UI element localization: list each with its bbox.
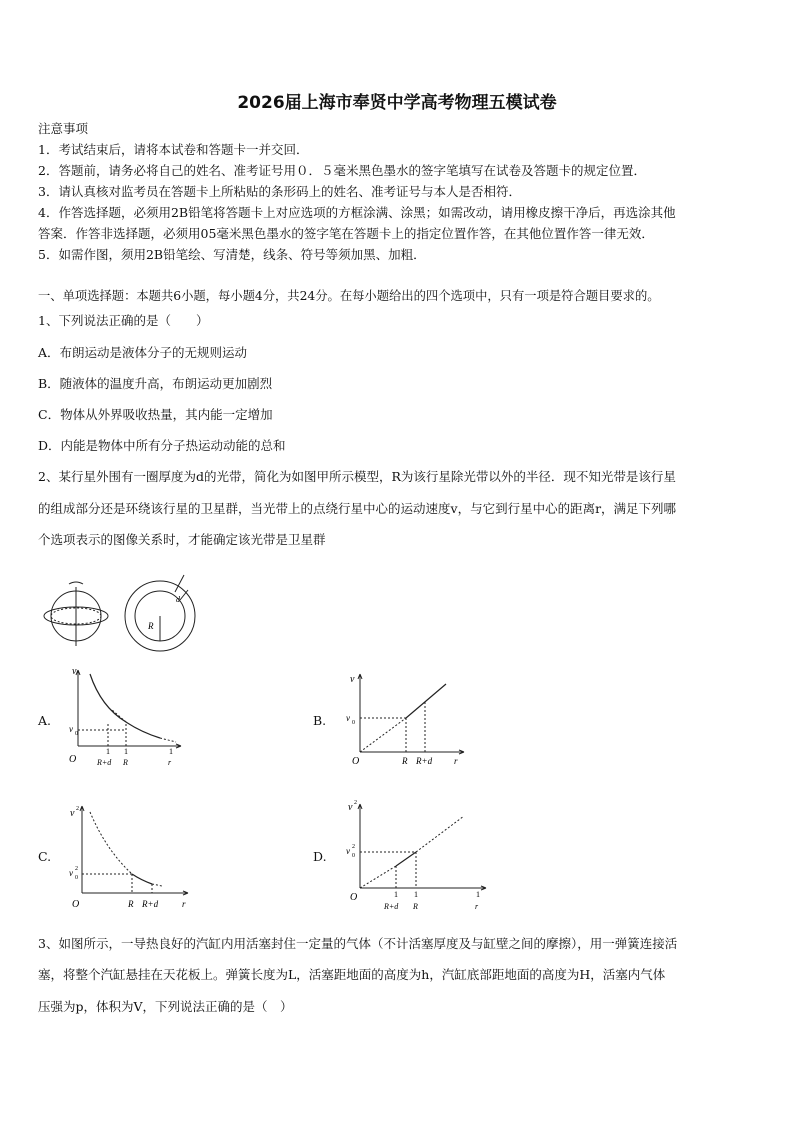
q2-stem-line-2: 的组成部分还是环绕该行星的卫星群，当光带上的点绕行星中心的运动速度v，与它到行星中心的距离r，满足下列哪 <box>38 501 677 516</box>
tick-2-denominator: R <box>123 758 128 767</box>
tick-2-numerator: 1 <box>124 747 128 756</box>
tick-1-label: R <box>402 756 408 766</box>
notice-item-3: 3．请认真核对监考员在答题卡上所粘贴的条形码上的姓名、准考证号与本人是否相符． <box>38 184 521 199</box>
thickness-label: d <box>176 595 180 604</box>
q2-graph-d <box>340 796 490 916</box>
y-axis-label: v <box>350 674 355 685</box>
planet-ring-figure <box>36 572 206 662</box>
section-heading: 一、单项选择题：本题共6小题，每小题4分，共24分。在每小题给出的四个选项中，只有一项是符合题目要求的。 <box>38 289 660 303</box>
v0-label: v <box>346 846 350 856</box>
ring-cross-section-drawing <box>125 575 195 651</box>
tick-2-label: R+d <box>142 899 159 909</box>
q1-option-a: A．布朗运动是液体分子的无规则运动 <box>38 345 248 360</box>
radius-label: R <box>148 621 154 631</box>
q2-option-a-label: A. <box>38 713 52 728</box>
x-axis-numerator: 1 <box>169 747 173 756</box>
q2-graph-c <box>66 800 196 912</box>
tick-1-denominator: R+d <box>97 758 112 767</box>
y-axis-label: v <box>70 808 75 819</box>
curve-c <box>132 874 152 884</box>
q2-option-d-label: D. <box>313 849 327 864</box>
x-axis-denominator: r <box>168 758 172 767</box>
x-axis-label: r <box>454 756 458 766</box>
q2-option-c-label: C. <box>38 849 52 864</box>
x-axis-numerator: 1 <box>476 890 480 899</box>
tick-2-numerator: 1 <box>414 890 418 899</box>
v0-superscript: 2 <box>75 866 78 872</box>
v0-label: v <box>69 868 73 878</box>
line-b <box>406 684 446 718</box>
origin-label: O <box>72 899 80 910</box>
x-axis-denominator: r <box>475 902 479 911</box>
q1-option-b: B．随液体的温度升高，布朗运动更加剧烈 <box>38 376 273 391</box>
v0-subscript: 0 <box>75 731 78 737</box>
q3-stem-line-2: 塞，将整个汽缸悬挂在天花板上。弹簧长度为L，活塞距地面的高度为h，汽缸底部距地面的高度为H，活塞内气体 <box>38 967 666 982</box>
planet-sphere-drawing <box>44 582 108 646</box>
q2-stem-line-1: 2、某行星外围有一圈厚度为d的光带，简化为如图甲所示模型，R为该行星除光带以外的半径．现不知光带是该行星 <box>38 469 676 484</box>
v0-label: v <box>69 724 73 734</box>
tick-1-label: R <box>128 899 134 909</box>
y-axis-superscript: 2 <box>354 800 357 806</box>
q2-graph-a <box>66 662 186 772</box>
y-axis-label: v <box>348 802 353 813</box>
q2-stem-line-3: 个选项表示的图像关系时，才能确定该光带是卫星群 <box>38 532 326 547</box>
tick-1-numerator: 1 <box>106 747 110 756</box>
tick-2-label: R+d <box>416 756 433 766</box>
notice-item-5: 5．如需作图，须用2B铅笔绘、写清楚，线条、符号等须加黑、加粗． <box>38 247 426 262</box>
notice-item-2: 2．答题前，请务必将自己的姓名、准考证号用０．５毫米黑色墨水的签字笔填写在试卷及答题卡的规定位置． <box>38 163 646 178</box>
tick-1-numerator: 1 <box>394 890 398 899</box>
v0-subscript: 0 <box>352 853 355 859</box>
y-axis-label: v <box>72 666 77 677</box>
curve-a <box>90 674 160 738</box>
q3-stem-line-3: 压强为p，体积为V，下列说法正确的是（ ） <box>38 999 293 1014</box>
tick-1-denominator: R+d <box>384 902 399 911</box>
origin-label: O <box>352 756 360 767</box>
q1-option-c: C．物体从外界吸收热量，其内能一定增加 <box>38 407 273 422</box>
v0-subscript: 0 <box>75 875 78 881</box>
origin-label: O <box>69 754 77 765</box>
origin-label: O <box>350 892 358 903</box>
notice-item-4: 4．作答选择题，必须用2B铅笔将答题卡上对应选项的方框涂满、涂黑；如需改动，请用橡皮擦干净后，再选涂其他 <box>38 205 676 220</box>
q2-option-b-label: B. <box>313 713 327 728</box>
line-d <box>396 852 416 866</box>
q1-stem: 1、下列说法正确的是（ ） <box>38 313 209 328</box>
tick-2-denominator: R <box>413 902 418 911</box>
page-title: 2026届上海市奉贤中学高考物理五模试卷 <box>237 93 557 113</box>
v0-superscript: 2 <box>352 844 355 850</box>
x-axis-label: r <box>182 899 186 909</box>
notice-heading: 注意事项 <box>38 121 89 136</box>
q1-option-d: D．内能是物体中所有分子热运动动能的总和 <box>38 438 286 453</box>
q2-graph-b <box>340 668 470 772</box>
v0-subscript: 0 <box>352 720 355 726</box>
v0-label: v <box>346 713 350 723</box>
y-axis-superscript: 2 <box>76 806 79 812</box>
q3-stem-line-1: 3、如图所示，一导热良好的汽缸内用活塞封住一定量的气体（不计活塞厚度及与缸壁之间的摩擦），用一弹簧连接活 <box>38 936 678 951</box>
notice-item-1: 1．考试结束后，请将本试卷和答题卡一并交回． <box>38 142 309 157</box>
notice-item-4-cont: 答案．作答非选择题，必须用05毫米黑色墨水的签字笔在答题卡上的指定位置作答，在其他位置作答一律无效． <box>38 226 654 241</box>
